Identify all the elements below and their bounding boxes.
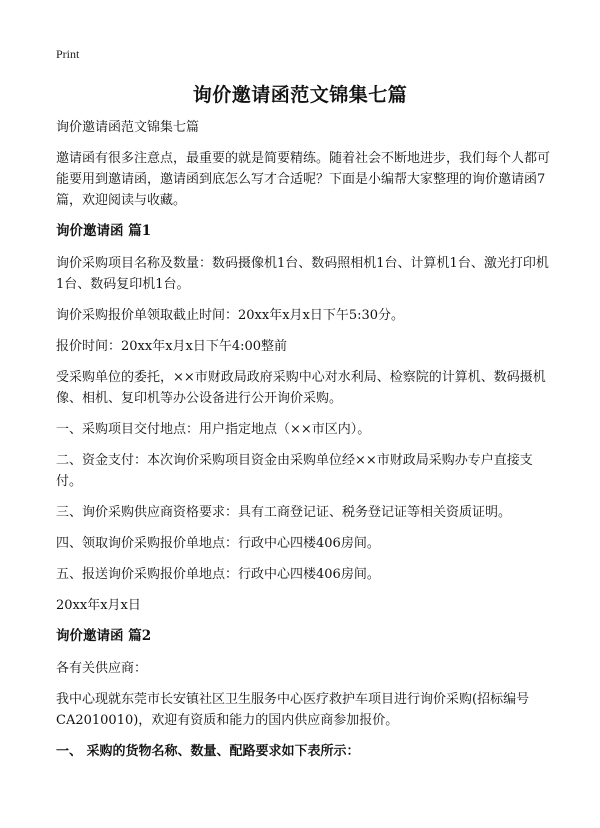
article1-paragraph: 受采购单位的委托，××市财政局政府采购中心对水利局、检察院的计算机、数码摄机像、相机、复印机等办公设备进行公开询价采购。 (56, 370, 546, 406)
page-title: 询价邀请函范文锦集七篇 (192, 84, 408, 106)
article1-date: 20xx年x月x日 (56, 598, 141, 613)
document-body (56, 117, 552, 762)
article1-paragraph: 四、领取询价采购报价单地点：行政中心四楼406房间。 (56, 536, 380, 551)
article1-paragraph: 报价时间：20xx年x月x日下午4:00整前 (56, 339, 288, 354)
article1-paragraph: 三、询价采购供应商资格要求：具有工商登记证、税务登记证等相关资质证明。 (56, 505, 512, 520)
article2-paragraph: 各有关供应商： (56, 661, 148, 676)
article1-paragraph: 询价采购报价单领取截止时间：20xx年x月x日下午5:30分。 (56, 308, 405, 323)
article1-paragraph: 询价采购项目名称及数量：数码摄像机1台、数码照相机1台、计算机1台、激光打印机1台、数码复印机1台。 (56, 256, 549, 292)
subtitle: 询价邀请函范文锦集七篇 (56, 120, 200, 135)
article2-heading: 询价邀请函 篇2 (56, 628, 152, 644)
article1-heading: 询价邀请函 篇1 (56, 223, 152, 239)
article1-paragraph: 二、资金支付：本次询价采购项目资金由采购单位经××市财政局采购办专户直接支付。 (56, 453, 533, 489)
article2-paragraph: 我中心现就东莞市长安镇社区卫生服务中心医疗救护车项目进行询价采购(招标编号CA2010010)，欢迎有资质和能力的国内供应商参加报价。 (56, 692, 530, 728)
article1-paragraph: 一、采购项目交付地点：用户指定地点（××市区内）。 (56, 422, 371, 437)
intro-paragraph: 邀请函有很多注意点，最重要的就是简要精练。随着社会不断地进步，我们每个人都可能要用到邀请函，邀请函到底怎么写才合适呢？下面是小编帮大家整理的询价邀请函7篇，欢迎阅读与收藏。 (56, 151, 551, 208)
print-label[interactable]: Print (56, 47, 80, 61)
article2-section-title: 一、 采购的货物名称、数量、配路要求如下表所示： (56, 744, 360, 759)
article1-paragraph: 五、报送询价采购报价单地点：行政中心四楼406房间。 (56, 567, 380, 582)
